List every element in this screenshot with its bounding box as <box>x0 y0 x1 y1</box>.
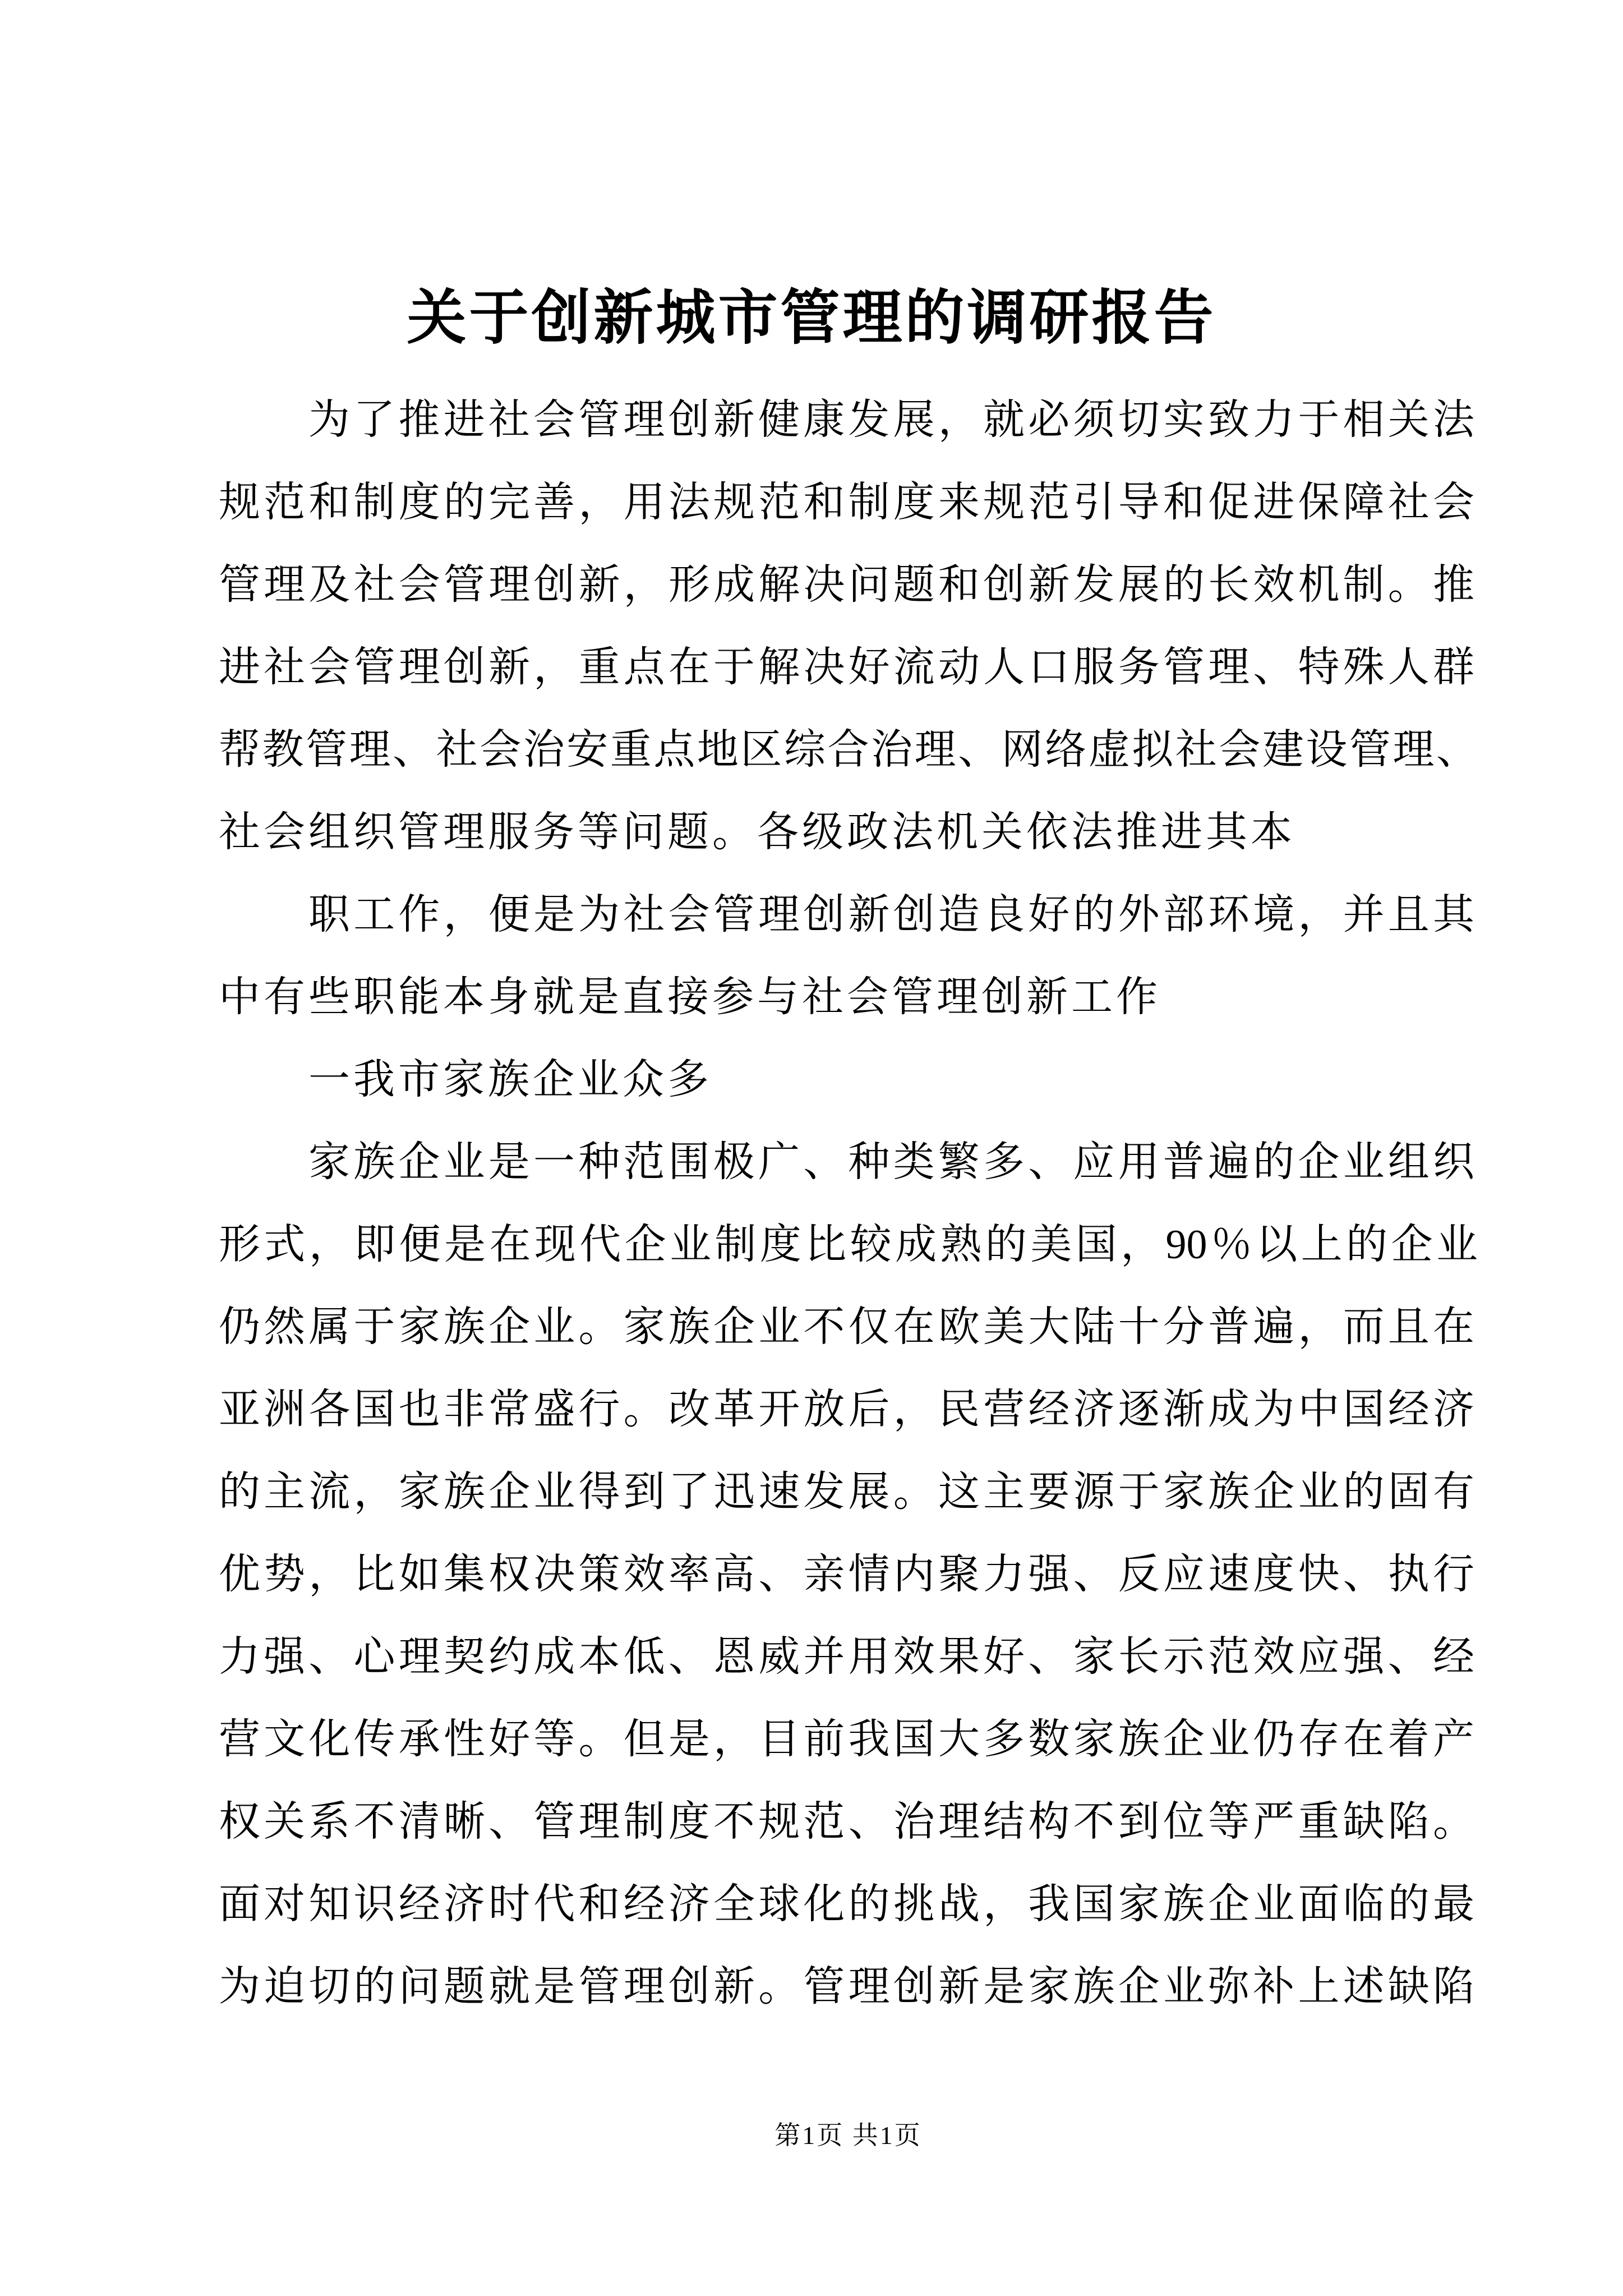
text-line: 营文化传承性好等。但是，目前我国大多数家族企业仍存在着产 <box>219 1717 1478 1763</box>
text-line: 帮教管理、社会治安重点地区综合治理、网络虚拟社会建设管理、 <box>219 727 1478 773</box>
text-line: 力强、心理契约成本低、恩威并用效果好、家长示范效应强、经 <box>219 1634 1478 1680</box>
text-line: 形式，即便是在现代企业制度比较成熟的美国，90％以上的企业 <box>219 1222 1478 1268</box>
text-line: 为了推进社会管理创新健康发展，就必须切实致力于相关法 <box>308 397 1478 443</box>
text-line: 亚洲各国也非常盛行。改革开放后，民营经济逐渐成为中国经济 <box>219 1387 1478 1433</box>
text-line: 社会组织管理服务等问题。各级政法机关依法推进其本 <box>219 809 1295 855</box>
text-line: 仍然属于家族企业。家族企业不仅在欧美大陆十分普遍，而且在 <box>219 1304 1478 1350</box>
text-line: 面对知识经济时代和经济全球化的挑战，我国家族企业面临的最 <box>219 1881 1478 1927</box>
text-line: 规范和制度的完善，用法规范和制度来规范引导和促进保障社会 <box>219 480 1478 526</box>
text-line: 职工作，便是为社会管理创新创造良好的外部环境，并且其 <box>308 892 1478 938</box>
page-number-text: 第1页 共1页 <box>774 2121 922 2150</box>
text-line: 的主流，家族企业得到了迅速发展。这主要源于家族企业的固有 <box>219 1469 1478 1515</box>
document-body <box>219 379 1478 2028</box>
text-line: 家族企业是一种范围极广、种类繁多、应用普遍的企业组织 <box>308 1139 1478 1185</box>
page-footer <box>219 2116 1478 2155</box>
text-line: 为迫切的问题就是管理创新。管理创新是家族企业弥补上述缺陷 <box>219 1964 1478 2010</box>
text-line: 管理及社会管理创新，形成解决问题和创新发展的长效机制。推 <box>219 562 1478 608</box>
text-line: 进社会管理创新，重点在于解决好流动人口服务管理、特殊人群 <box>219 645 1478 691</box>
text-line: 中有些职能本身就是直接参与社会管理创新工作 <box>219 974 1161 1020</box>
document-title: 关于创新城市管理的调研报告 <box>407 286 1216 351</box>
text-line: 优势，比如集权决策效率高、亲情内聚力强、反应速度快、执行 <box>219 1552 1478 1598</box>
text-line: 一我市家族企业众多 <box>308 1057 712 1103</box>
text-line: 权关系不清晰、管理制度不规范、治理结构不到位等严重缺陷。 <box>219 1799 1478 1845</box>
